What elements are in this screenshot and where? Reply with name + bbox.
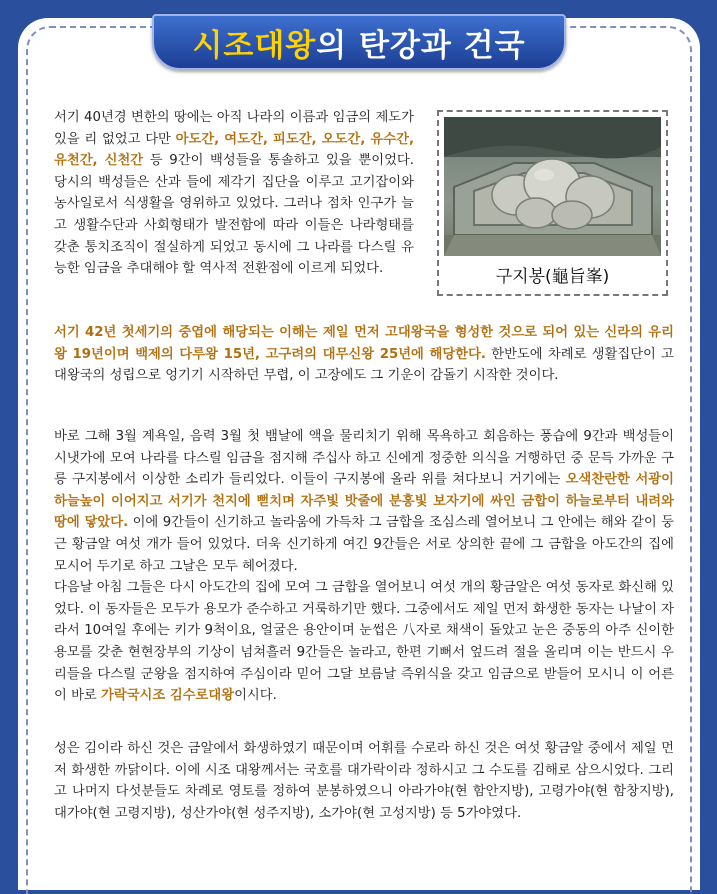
gujibong-rock-illustration [444, 117, 661, 256]
text-run: 서기 40년경 변한의 땅에는 아직 나라의 이름과 임금의 제도가 있을 리 없었고 다만 [54, 110, 414, 147]
photo-caption: 구지봉(龜旨峯) [495, 267, 610, 287]
text-run: 등 9간이 백성들을 통솔하고 있을 뿐이었다. 당시의 백성들은 산과 들에 제각기 집단을 이루고 고기잡이와 농사일로서 식생활을 영위하고 있었다. 그러나 점차 인구가 늘고 생활수단과 사회형태가 발전함에 따라 이들은 나라형태를 갖춘 통치조직이 절실하게 되었고 동시에 그 나라를 다스릴 유능한 임금을 추대해야 할 역사적 전환점에 이르게 되었다. [54, 153, 414, 277]
paragraph-founding [54, 738, 674, 824]
photo-box [437, 110, 668, 296]
title-highlight: 시조대왕 [192, 27, 317, 64]
paragraph-legend [54, 426, 674, 707]
title-banner [152, 14, 566, 70]
paragraph-era [54, 322, 674, 387]
highlight-era: 서기 42년 첫세기의 중엽에 해당되는 이해는 제일 먼저 고대왕국을 형성한 것으로 되어 있는 신라의 유리왕 19년이며 백제의 다루왕 15년, 고구려의 대무신왕 25년에 해당한다. [54, 325, 674, 362]
text-run: 이시다. [234, 688, 277, 704]
gujibong-photo [444, 117, 661, 256]
text-run: 바로 그해 3월 계욕일, 음력 3월 첫 뱀날에 액을 물리치기 위해 목욕하고 회음하는 풍습에 9간과 백성들이 시냇가에 모여 나라를 다스릴 임금을 점지해 주십사 하고 신에게 정중한 의식을 거행하던 중 문득 가까운 구릉 구지봉에서 이상한 소리가 들리었다. 이들이 구지봉에 올라 위를 쳐다보니 거기에는 [54, 429, 674, 488]
text-run: 성은 김이라 하신 것은 금알에서 화생하였기 때문이며 어휘를 수로라 하신 것은 여섯 황금알 중에서 제일 먼저 화생한 까닭이다. 이에 시조 대왕께서는 국호를 대가락이라 정하시고 그 수도를 김해로 삼으시었다. 그리고 나머지 다섯분들도 차례로 영토를 정하여 분봉하였으니 아라가야(현 함안지방), 고령가야(현 함창지방), 대가야(현 고령지방), 성산가야(현 성주지방), 소가야(현 고성지방) 등 5가야였다. [54, 741, 674, 821]
highlight-names: 아도간, 여도간, 피도간, 오도간, 유수간, 유천간, 신천간 [54, 131, 414, 169]
text-run: 한반도에 차례로 생활집단이 고대왕국의 성립으로 엉기기 시작하던 무렵, 이 고장에도 그 기운이 감돌기 시작한 것이다. [54, 346, 674, 384]
page-title [192, 20, 525, 65]
text-run: 이에 9간들이 신기하고 놀라움에 가득차 그 금합을 조심스레 열어보니 그 안에는 해와 같이 둥근 황금알 여섯 개가 들어 있었다. 더욱 신기하게 여긴 9간들은 서로 상의한 끝에 그 금합을 아도간의 집에 모시어 두기로 하고 그날은 모두 헤어졌다. [54, 515, 675, 574]
highlight-golden-box: 오색찬란한 서광이 하늘높이 이어지고 서기가 천지에 뻗치며 자주빛 밧줄에 분홍빛 보자기에 싸인 금합이 하늘로부터 내려와 땅에 닿았다. [54, 472, 674, 531]
title-rest: 의 탄강과 건국 [316, 27, 526, 64]
paragraph-intro [54, 107, 414, 280]
text-run: 다음날 아침 그들은 다시 아도간의 집에 모여 그 금합을 열어보니 여섯 개의 황금알은 여섯 동자로 화신해 있었다. 이 동자들은 모두가 용모가 준수하고 거룩하기만 했다. 그중에서도 제일 먼저 화생한 동자는 나날이 자라서 10여일 후에는 키가 9척이요, 얼굴은 용안이며 눈썹은 八자로 채색이 돌았고 눈은 중동의 아주 신이한 용모를 갖춘 현현장부의 기상이 넘쳐흘러 9간들은 놀라고, 한편 기뻐서 엎드려 절을 올리며 이는 반드시 우리들을 다스릴 군왕을 점지하여 주심이라 믿어 그달 보름날 즉위식을 갖고 임금으로 받들어 모시니 이 어른이 바로 [54, 580, 674, 704]
highlight-king-name: 가락국시조 김수로대왕 [101, 688, 235, 704]
